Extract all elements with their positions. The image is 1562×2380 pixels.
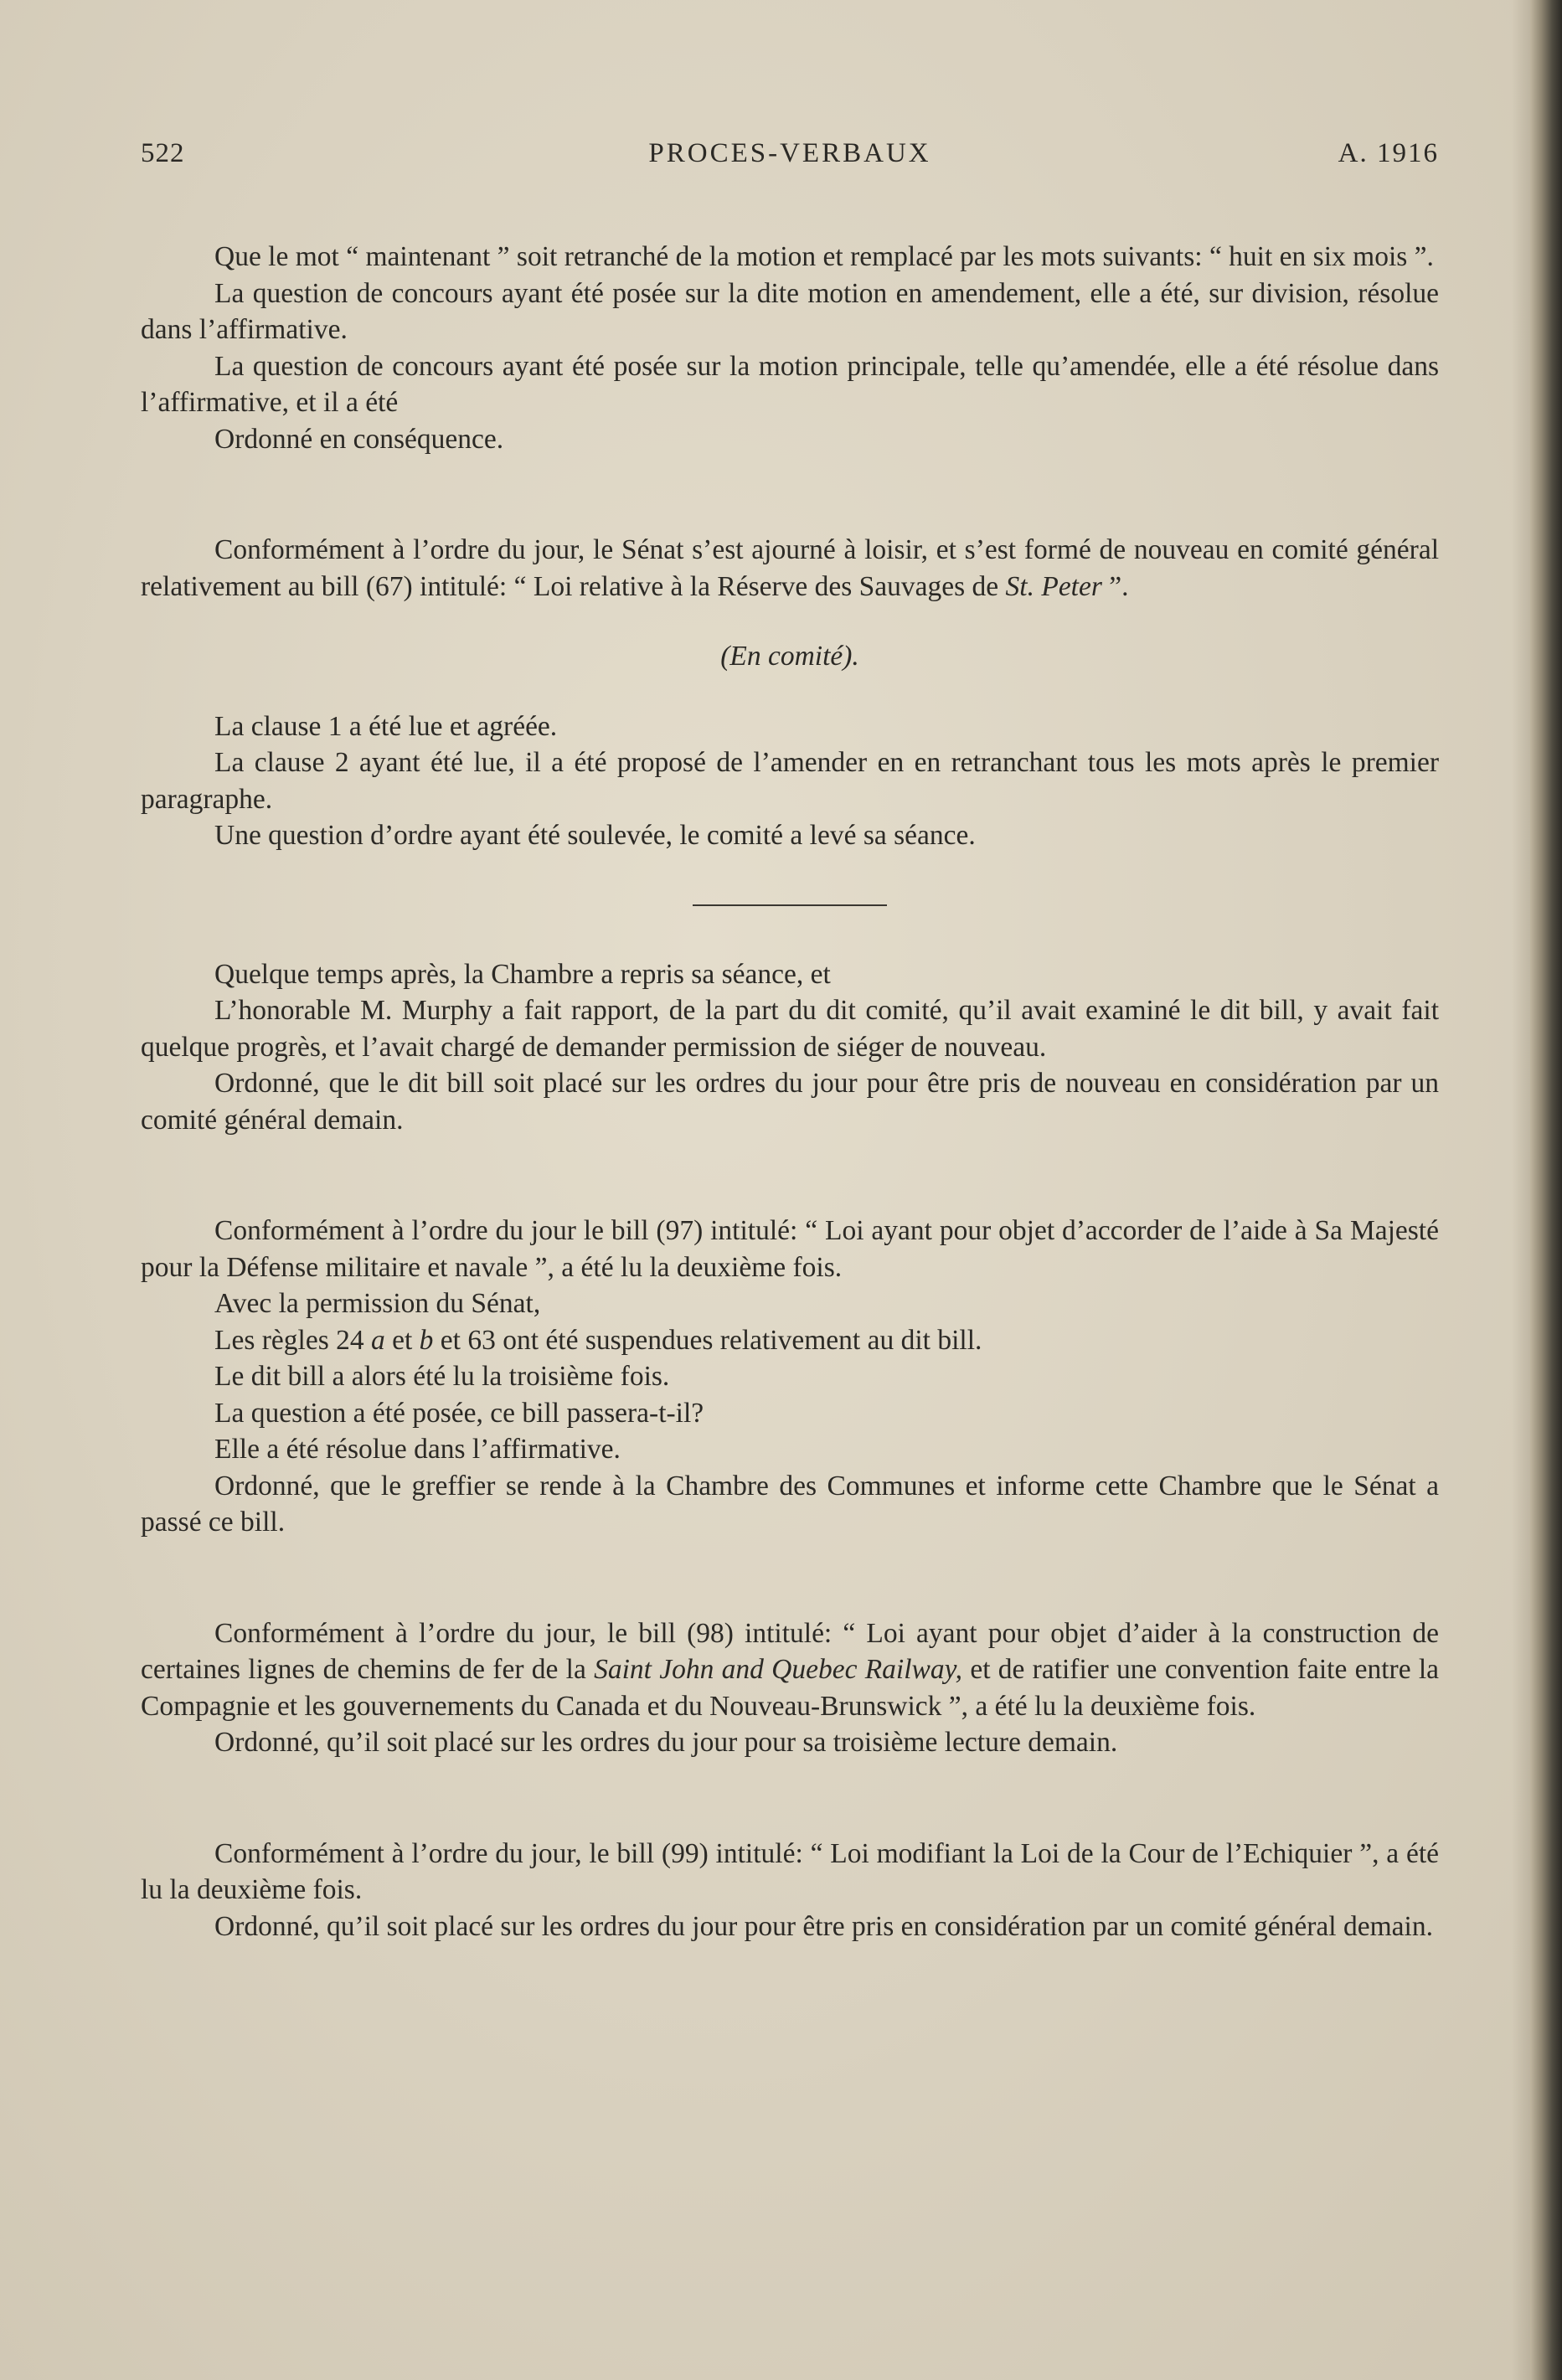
year-label: A. 1916 <box>1338 138 1439 168</box>
paragraph: La clause 1 a été lue et agréée. <box>214 710 558 742</box>
paragraph: L’honorable M. Murphy a fait rapport, de la part du dit comité, qu’il avait examiné le dit bill, y avait fait quelque progrès, et l’avait chargé de demander permission de siéger de nouveau. <box>141 995 1439 1063</box>
paragraph: Elle a été résolue dans l’affirmative. <box>214 1434 621 1465</box>
paragraph: Les règles 24 a et b et 63 ont été suspendues relativement au dit bill. <box>214 1324 982 1356</box>
paragraph: La question a été posée, ce bill passera-t-il? <box>214 1397 704 1429</box>
binding-shadow <box>1512 0 1530 2380</box>
paragraph: Que le mot “ maintenant ” soit retranché de la motion et remplacé par les mots suivants: “ huit en six mois ”. <box>214 241 1434 272</box>
page-header <box>141 138 1439 178</box>
running-title: PROCES-VERBAUX <box>648 138 931 168</box>
paragraph: Conformément à l’ordre du jour le bill (97) intitulé: “ Loi ayant pour objet d’accorder de l’aide à Sa Majesté pour la Défense militaire et navale ”, a été lu la deuxième fois. <box>141 1215 1439 1283</box>
paragraph: Ordonné, qu’il soit placé sur les ordres du jour pour être pris en considération par un comité général demain. <box>214 1910 1433 1942</box>
page-body <box>141 239 1439 1945</box>
paragraph: La question de concours ayant été posée sur la motion principale, telle qu’amendée, elle a été résolue dans l’affirmative, et il a été <box>141 350 1439 418</box>
paragraph: Une question d’ordre ayant été soulevée, le comité a levé sa séance. <box>214 820 976 851</box>
paragraph: Avec la permission du Sénat, <box>214 1288 541 1319</box>
paragraph: Ordonné, que le greffier se rende à la Chambre des Communes et informe cette Chambre que le Sénat a passé ce bill. <box>141 1470 1439 1538</box>
paragraph: La question de concours ayant été posée sur la dite motion en amendement, elle a été, sur division, résolue dans l’affirmative. <box>141 277 1439 345</box>
paragraph: Conformément à l’ordre du jour, le bill (99) intitulé: “ Loi modifiant la Loi de la Cour de l’Echiquier ”, a été lu la deuxième fois. <box>141 1837 1439 1905</box>
paragraph: Ordonné, qu’il soit placé sur les ordres du jour pour sa troisième lecture demain. <box>214 1727 1118 1758</box>
paragraph: Conformément à l’ordre du jour, le Sénat s’est ajourné à loisir, et s’est formé de nouveau en comité général relativement au bill (67) intitulé: “ Loi relative à la Réserve des Sauvages de St. Peter ”. <box>141 534 1439 602</box>
paragraph: La clause 2 ayant été lue, il a été proposé de l’amender en en retranchant tous les mots après le premier paragraphe. <box>141 747 1439 815</box>
paragraph: Quelque temps après, la Chambre a repris sa séance, et <box>214 958 831 990</box>
paragraph: Conformément à l’ordre du jour, le bill (98) intitulé: “ Loi ayant pour objet d’aider à la construction de certaines lignes de chemins de fer de la Saint John and Quebec Railway, et de ratifier une convention faite entre la Compagnie et les gouvernements du Canada et du Nouveau-Brunswick ”, a été lu la deuxième fois. <box>141 1617 1440 1722</box>
committee-heading: (En comité). <box>720 641 859 672</box>
book-binding <box>1530 0 1562 2380</box>
paragraph: Le dit bill a alors été lu la troisième fois. <box>214 1361 670 1392</box>
paragraph: Ordonné, que le dit bill soit placé sur les ordres du jour pour être pris de nouveau en considération par un comité général demain. <box>141 1068 1439 1136</box>
page-number: 522 <box>141 138 185 168</box>
paragraph: Ordonné en conséquence. <box>214 423 504 455</box>
